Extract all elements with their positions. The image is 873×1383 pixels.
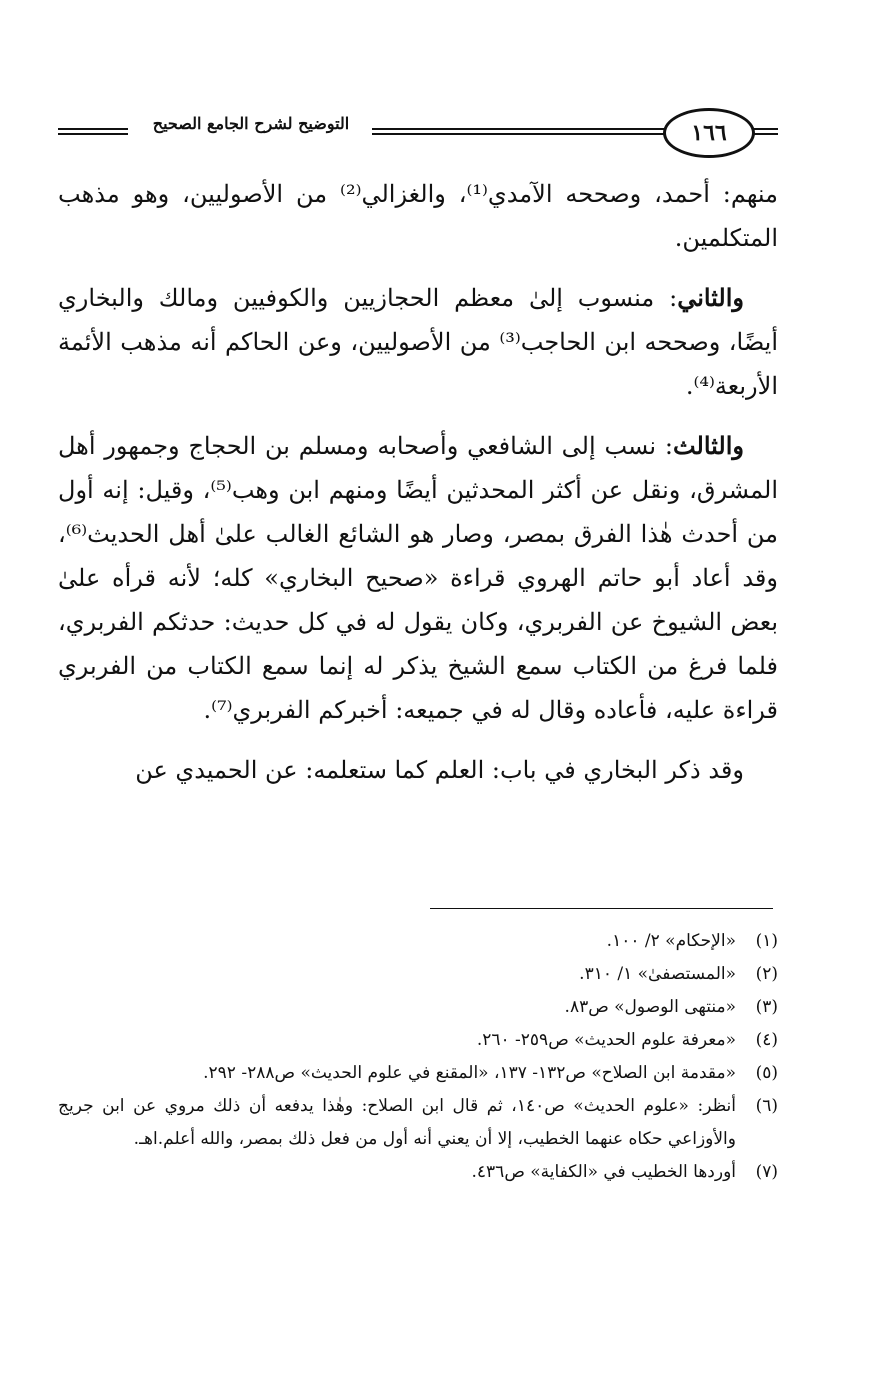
footnote-text: «مقدمة ابن الصلاح» ص١٣٢- ١٣٧، «المقنع في علوم الحديث» ص٢٨٨- ٢٩٢.	[203, 1063, 736, 1083]
footnote-item	[58, 1024, 778, 1057]
footnote-text: «المستصفىٰ» ١/ ٣١٠.	[579, 964, 736, 984]
paragraph-2-lead: والثاني	[677, 283, 744, 312]
footnote-number: (٢)	[755, 964, 778, 984]
paragraph-3-text: : نسب إلى الشافعي وأصحابه ومسلم بن الحجاج وجمهور أهل المشرق، ونقل عن أكثر المحدثين أيضًا ومنهم ابن وهب⁽⁵⁾، وقيل: إنه أول من أحدث هٰذا الفرق بمصر، وصار هو الشائع الغالب علىٰ أهل الحديث⁽⁶⁾، وقد أعاد أبو حاتم الهروي قراءة «صحيح البخاري» كله؛ لأنه قرأه علىٰ بعض الشيوخ عن الفربري، وكان يقول له في كل حديث: حدثكم الفربري، فلما فرغ من الكتاب سمع الشيخ يذكر له إنما سمع الكتاب من الفربري قراءة عليه، فأعاده وقال له في جميعه: أخبركم الفربري⁽⁷⁾.	[58, 432, 778, 724]
footnote-item	[58, 958, 778, 991]
paragraph-3-lead: والثالث	[672, 431, 744, 460]
footnote-item	[58, 1090, 778, 1156]
footnote-text: «الإحكام» ٢/ ١٠٠.	[606, 931, 736, 951]
footnote-number: (٤)	[755, 1030, 778, 1050]
running-title: التوضيح لشرح الجامع الصحيح	[152, 114, 350, 133]
paragraph-1: منهم: أحمد، وصححه الآمدي⁽¹⁾، والغزالي⁽²⁾ من الأصوليين، وهو مذهب المتكلمين.	[58, 180, 778, 252]
footnote-text: أوردها الخطيب في «الكفاية» ص٤٣٦.	[471, 1162, 736, 1182]
footnote-divider	[430, 908, 773, 909]
footnote-number: (٥)	[755, 1063, 778, 1083]
footnote-text: «منتهى الوصول» ص٨٣.	[564, 997, 736, 1017]
page-header	[58, 108, 778, 156]
footnote-number: (٣)	[755, 997, 778, 1017]
paragraph-3	[58, 424, 778, 732]
paragraph-2-text: : منسوب إلىٰ معظم الحجازيين والكوفيين ومالك والبخاري أيضًا، وصححه ابن الحاجب⁽³⁾ من الأصوليين، وعن الحاكم أنه مذهب الأئمة الأربعة⁽⁴⁾.	[58, 284, 779, 400]
header-rule-left	[58, 128, 128, 135]
footnote-item	[58, 991, 778, 1024]
footnote-item	[58, 925, 778, 958]
footnote-item	[58, 1156, 778, 1189]
footnote-text: «معرفة علوم الحديث» ص٢٥٩- ٢٦٠.	[476, 1030, 736, 1050]
footnote-number: (١)	[755, 931, 778, 951]
footnote-number: (٧)	[755, 1162, 778, 1182]
page-number: ١٦٦	[663, 108, 755, 158]
paragraph-2	[58, 276, 778, 408]
footnote-text: أنظر: «علوم الحديث» ص١٤٠، ثم قال ابن الصلاح: وهٰذا يدفعه أن ذلك مروي عن ابن جريج والأوزاعي حكاه عنهما الخطيب، إلا أن يعني أنه أول من فعل ذلك بمصر، والله أعلم.اهـ.	[58, 1096, 736, 1149]
footnotes	[58, 925, 778, 1189]
header-rule-right	[372, 128, 712, 135]
main-text	[58, 172, 778, 808]
footnote-number: (٦)	[755, 1096, 778, 1116]
paragraph-4: وقد ذكر البخاري في باب: العلم كما ستعلمه: عن الحميدي عن	[135, 756, 744, 784]
footnote-item	[58, 1057, 778, 1090]
